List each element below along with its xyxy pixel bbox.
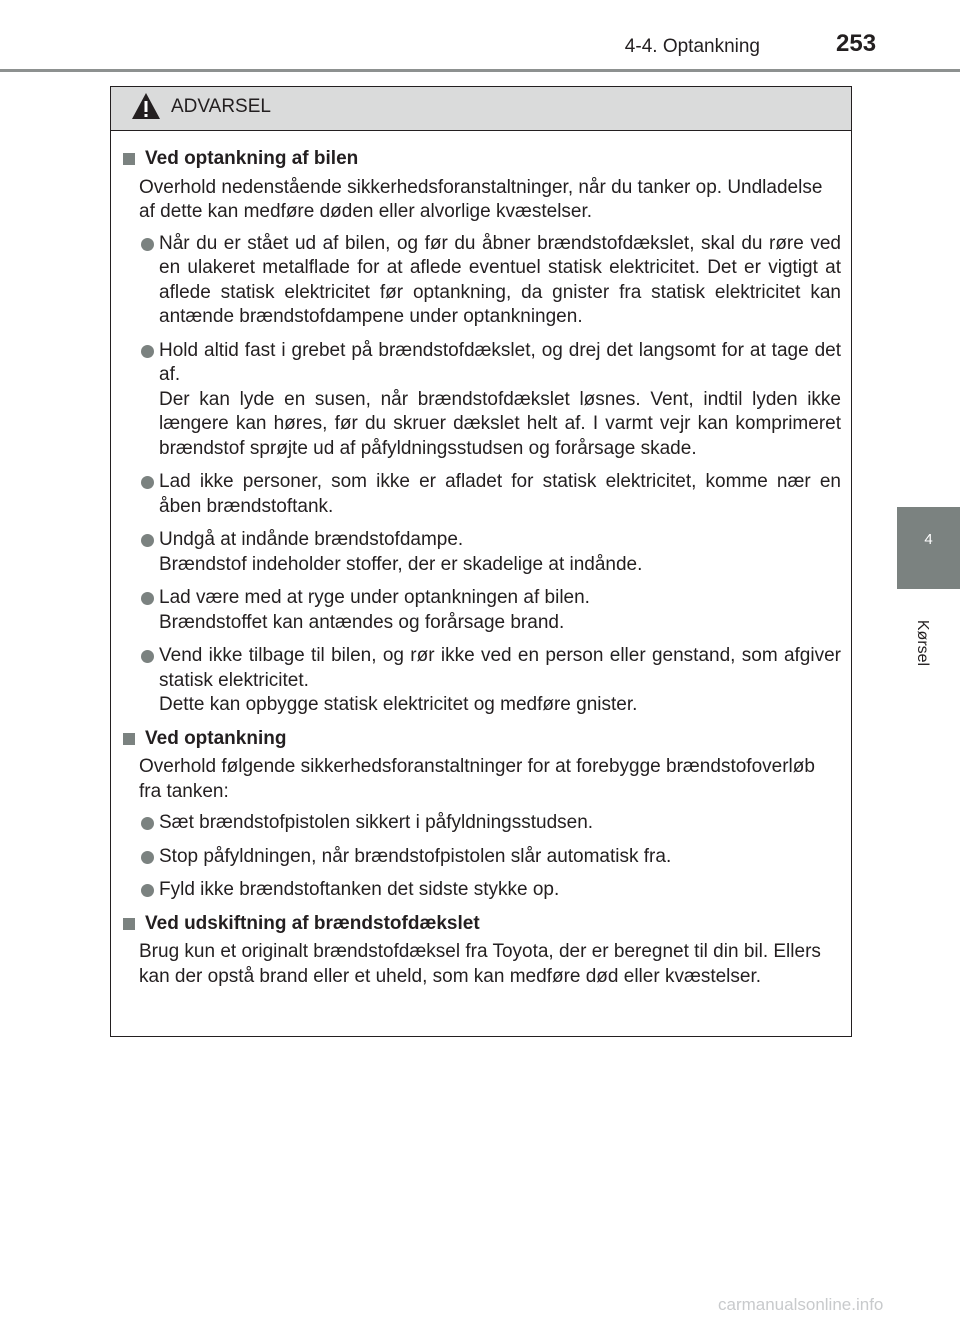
- bullet-note: Brændstof indeholder stoffer, der er skadelige at indånde.: [159, 553, 643, 575]
- section-intro: Overhold nedenstående sikkerhedsforanstaltninger, når du tanker op. Undladelse af dette kan medføre døden eller alvorlige kvæstelser.: [139, 176, 823, 222]
- warning-body: [111, 131, 851, 989]
- round-bullet-icon: [141, 650, 154, 663]
- bullet-item: Lad ikke personer, som ikke er afladet for statisk elektricitet, komme nær en åben brændstoftank.: [121, 470, 841, 519]
- warning-triangle-icon: [131, 92, 161, 120]
- section-intro: Brug kun et originalt brændstofdæksel fra Toyota, der er beregnet til din bil. Ellers kan der opstå brand eller et uheld, som kan medføre død eller kvæstelser.: [139, 941, 821, 987]
- bullet-item: Hold altid fast i grebet på brændstofdækslet, og drej det langsomt for at tage det af. Der kan lyde en susen, når brændstofdækslet løsnes. Vent, indtil lyden ikke længere kan høres, før du skruer dækslet helt af. I varmt vejr kan komprimeret brændstof sprøjte ud af påfyldningsstudsen og forårsage skade.: [121, 339, 841, 462]
- square-bullet-icon: [123, 153, 135, 165]
- round-bullet-icon: [141, 238, 154, 251]
- bullet-note: Dette kan opbygge statisk elektricitet og medføre gnister.: [159, 694, 638, 715]
- bullet-item: Sæt brændstofpistolen sikkert i påfyldningsstudsen.: [121, 811, 841, 836]
- watermark: carmanualsonline.info: [718, 1295, 884, 1314]
- round-bullet-icon: [141, 345, 154, 358]
- bullet-item: Fyld ikke brændstoftanken det sidste stykke op.: [121, 878, 841, 903]
- section-title: 4-4. Optankning: [624, 36, 760, 57]
- bullet-note: Der kan lyde en susen, når brændstofdækslet løsnes. Vent, indtil lyden ikke længere kan høres, før du skruer dækslet helt af. I varmt vejr kan komprimeret brændstof sprøjte ud af påfyldningsstudsen og forårsage skade.: [159, 388, 841, 459]
- bullet-item: Lad være med at ryge under optankningen af bilen. Brændstoffet kan antændes og forårsage brand.: [121, 586, 841, 635]
- section-heading: Ved optankning af bilen: [121, 147, 841, 172]
- section-heading: Ved optankning: [121, 727, 841, 752]
- section-heading: Ved udskiftning af brændstofdækslet: [121, 912, 841, 937]
- bullet-item: Stop påfyldningen, når brændstofpistolen slår automatisk fra.: [121, 845, 841, 870]
- round-bullet-icon: [141, 884, 154, 897]
- square-bullet-icon: [123, 733, 135, 745]
- square-bullet-icon: [123, 918, 135, 930]
- chapter-tab: [897, 507, 960, 589]
- section-intro: Overhold følgende sikkerhedsforanstaltninger for at forebygge brændstofoverløb fra tanken:: [139, 756, 815, 802]
- warning-title: ADVARSEL: [171, 96, 271, 117]
- round-bullet-icon: [141, 592, 154, 605]
- warning-header: [111, 87, 851, 131]
- warning-box: [110, 86, 852, 1037]
- round-bullet-icon: [141, 817, 154, 830]
- chapter-number: 4: [924, 531, 933, 548]
- bullet-item: Når du er stået ud af bilen, og før du åbner brændstofdækslet, skal du røre ved en ulakeret metalflade for at aflede eventuel statisk elektricitet. Det er vigtigt at aflede statisk elektricitet før optankning, da gnister fra statisk elektricitet kan antænde brændstofdampene under optankningen.: [121, 232, 841, 330]
- bullet-note: Brændstoffet kan antændes og forårsage brand.: [159, 611, 565, 633]
- round-bullet-icon: [141, 476, 154, 489]
- bullet-item: Vend ikke tilbage til bilen, og rør ikke ved en person eller genstand, som afgiver statisk elektricitet. Dette kan opbygge statisk elektricitet og medføre gnister.: [121, 644, 841, 718]
- round-bullet-icon: [141, 851, 154, 864]
- header-rule: [0, 69, 960, 72]
- bullet-item: Undgå at indånde brændstofdampe. Brændstof indeholder stoffer, der er skadelige at indånde.: [121, 528, 841, 577]
- round-bullet-icon: [141, 534, 154, 547]
- chapter-label: [900, 619, 940, 667]
- chapter-label-text: Kørsel: [914, 619, 931, 667]
- page-number: 253: [836, 30, 877, 57]
